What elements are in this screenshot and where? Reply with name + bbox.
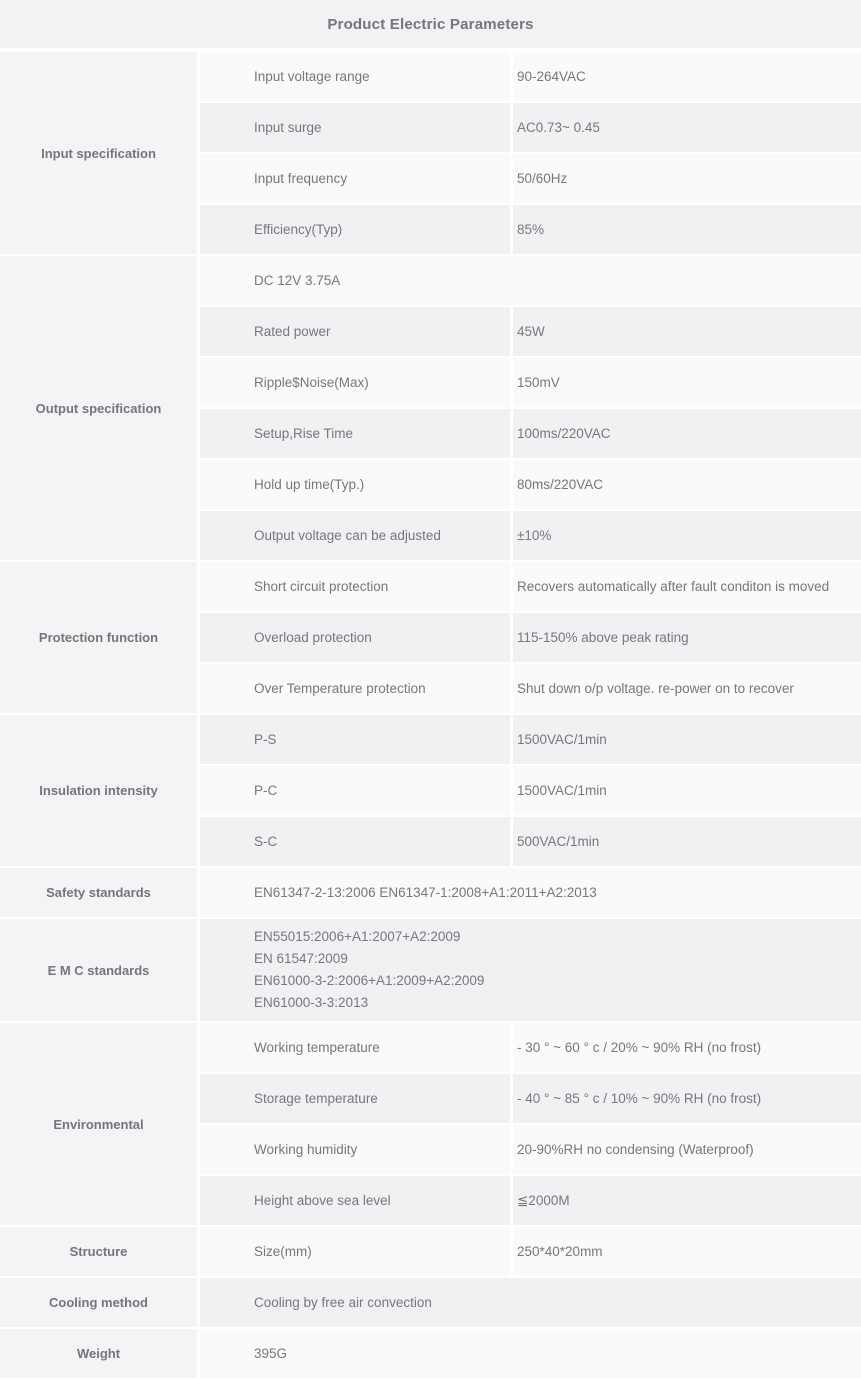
param-cell: Working humidity xyxy=(200,1125,510,1174)
table-section xyxy=(0,919,861,1023)
value-cell: AC0.73~ 0.45 xyxy=(513,103,861,152)
value-cell: 150mV xyxy=(513,358,861,407)
category-label: Cooling method xyxy=(49,1295,148,1310)
table-row xyxy=(200,52,861,101)
value-cell: 85% xyxy=(513,205,861,254)
page-title: Product Electric Parameters xyxy=(327,15,534,33)
category-cell xyxy=(0,1023,197,1227)
category-cell xyxy=(0,52,197,256)
span-cell: 395G xyxy=(200,1329,861,1378)
table-section xyxy=(0,1023,861,1227)
table-row xyxy=(200,256,861,305)
table-row xyxy=(200,358,861,407)
category-cell xyxy=(0,868,197,919)
table-section xyxy=(0,1227,861,1278)
category-label: Insulation intensity xyxy=(39,783,158,798)
param-cell: Input surge xyxy=(200,103,510,152)
category-label: Structure xyxy=(69,1244,128,1259)
category-cell xyxy=(0,1227,197,1278)
table-row xyxy=(200,766,861,815)
table-row xyxy=(200,1125,861,1174)
param-cell: Storage temperature xyxy=(200,1074,510,1123)
param-cell: Input frequency xyxy=(200,154,510,203)
value-cell: 1500VAC/1min xyxy=(513,766,861,815)
category-cell xyxy=(0,562,197,715)
table-section xyxy=(0,1278,861,1329)
param-cell: Input voltage range xyxy=(200,52,510,101)
section-rows xyxy=(200,1329,861,1380)
category-label: Protection function xyxy=(38,630,159,645)
param-cell: S-C xyxy=(200,817,510,866)
value-cell: 90-264VAC xyxy=(513,52,861,101)
param-cell: Setup,Rise Time xyxy=(200,409,510,458)
param-cell: Ripple$Noise(Max) xyxy=(200,358,510,407)
span-cell: Cooling by free air convection xyxy=(200,1278,861,1327)
section-rows xyxy=(200,919,861,1023)
param-cell: Hold up time(Typ.) xyxy=(200,460,510,509)
table-section xyxy=(0,256,861,562)
value-cell: 1500VAC/1min xyxy=(513,715,861,764)
category-label: Safety standards xyxy=(46,885,151,900)
section-rows xyxy=(200,256,861,562)
table-section xyxy=(0,868,861,919)
section-rows xyxy=(200,715,861,868)
value-cell: 20-90%RH no condensing (Waterproof) xyxy=(513,1125,861,1174)
span-cell: EN61347-2-13:2006 EN61347-1:2008+A1:2011+A2:2013 xyxy=(200,868,861,917)
table-row xyxy=(200,868,861,917)
section-rows xyxy=(200,1227,861,1278)
standard-line: EN55015:2006+A1:2007+A2:2009 xyxy=(254,929,461,944)
value-cell: 500VAC/1min xyxy=(513,817,861,866)
category-label: Input specification xyxy=(41,145,156,161)
section-rows xyxy=(200,52,861,256)
param-cell: Overload protection xyxy=(200,613,510,662)
value-cell: 50/60Hz xyxy=(513,154,861,203)
param-cell: Size(mm) xyxy=(200,1227,510,1276)
table-row xyxy=(200,409,861,458)
table-row xyxy=(200,1227,861,1276)
table-row xyxy=(200,1023,861,1072)
standard-line: EN 61547:2009 xyxy=(254,951,348,966)
span-cell: DC 12V 3.75A xyxy=(200,256,861,305)
table-section xyxy=(0,52,861,256)
standard-line: EN61000-3-3:2013 xyxy=(254,995,369,1010)
table-header xyxy=(0,0,861,48)
table-section xyxy=(0,562,861,715)
category-label: Weight xyxy=(76,1346,121,1361)
table-row xyxy=(200,664,861,713)
category-cell xyxy=(0,919,197,1023)
value-cell: 80ms/220VAC xyxy=(513,460,861,509)
category-label: E M C standards xyxy=(47,962,150,978)
spec-table xyxy=(0,52,861,1380)
category-cell xyxy=(0,1278,197,1329)
param-cell: Over Temperature protection xyxy=(200,664,510,713)
table-section xyxy=(0,1329,861,1380)
param-cell: P-C xyxy=(200,766,510,815)
category-cell xyxy=(0,1329,197,1380)
param-cell: Output voltage can be adjusted xyxy=(200,511,510,560)
value-cell: 115-150% above peak rating xyxy=(513,613,861,662)
param-cell: Working temperature xyxy=(200,1023,510,1072)
category-label: Environmental xyxy=(53,1116,144,1132)
table-section xyxy=(0,715,861,868)
section-rows xyxy=(200,868,861,919)
table-row xyxy=(200,1074,861,1123)
value-cell: 100ms/220VAC xyxy=(513,409,861,458)
standard-line: EN61000-3-2:2006+A1:2009+A2:2009 xyxy=(254,973,485,988)
value-cell: 45W xyxy=(513,307,861,356)
param-cell: Height above sea level xyxy=(200,1176,510,1225)
table-row xyxy=(200,715,861,764)
param-cell: P-S xyxy=(200,715,510,764)
section-rows xyxy=(200,1023,861,1227)
table-row xyxy=(200,1278,861,1327)
value-cell: 250*40*20mm xyxy=(513,1227,861,1276)
table-row xyxy=(200,919,861,1021)
table-row xyxy=(200,1176,861,1225)
section-rows xyxy=(200,562,861,715)
category-cell xyxy=(0,715,197,868)
table-row xyxy=(200,154,861,203)
value-cell: Shut down o/p voltage. re-power on to recover xyxy=(513,664,861,713)
table-row xyxy=(200,460,861,509)
value-cell: ≦2000M xyxy=(513,1176,861,1225)
value-cell: - 40 ° ~ 85 ° c / 10% ~ 90% RH (no frost) xyxy=(513,1074,861,1123)
table-row xyxy=(200,205,861,254)
param-cell: Rated power xyxy=(200,307,510,356)
table-row xyxy=(200,817,861,866)
table-row xyxy=(200,103,861,152)
category-cell xyxy=(0,256,197,562)
span-cell xyxy=(200,919,861,1021)
table-row xyxy=(200,511,861,560)
section-rows xyxy=(200,1278,861,1329)
value-cell: ±10% xyxy=(513,511,861,560)
table-row xyxy=(200,307,861,356)
param-cell: Short circuit protection xyxy=(200,562,510,611)
param-cell: Efficiency(Typ) xyxy=(200,205,510,254)
table-row xyxy=(200,1329,861,1378)
value-cell: - 30 ° ~ 60 ° c / 20% ~ 90% RH (no frost) xyxy=(513,1023,861,1072)
category-label: Output specification xyxy=(35,400,162,416)
table-row xyxy=(200,562,861,611)
value-cell: Recovers automatically after fault conditon is moved xyxy=(513,562,861,611)
table-row xyxy=(200,613,861,662)
